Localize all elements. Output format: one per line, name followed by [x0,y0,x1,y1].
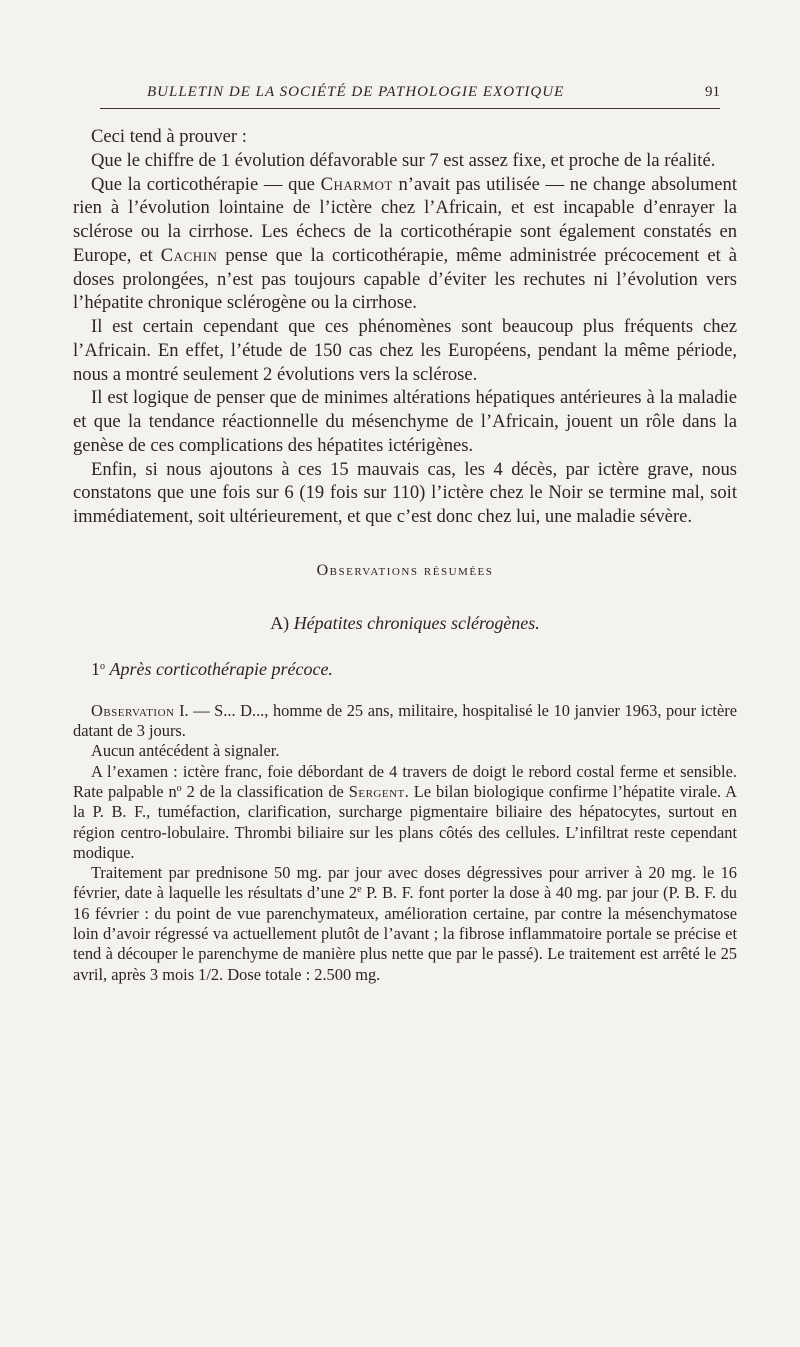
ordinal-superscript: o [100,660,105,672]
paragraph-text: pense que la corticothérapie, même administrée précocement et à doses prolongées, n’est pas toujours capable d’éviter les rechutes ni l’évolution vers l’hépatite chronique sclérogène ou la cirrhose. [73,244,737,314]
subsubsection-title: Après corticothérapie précoce. [109,658,333,679]
paragraph [73,863,737,985]
paragraph [73,701,737,742]
paragraph-text: Ceci tend à prouver : [91,126,247,147]
paragraph-text: Que le chiffre de 1 évolution défavorable sur 7 est assez fixe, et proche de la réalité. [91,149,716,171]
subsubsection-number: 1 [91,658,100,679]
author-name: Charmot [320,173,393,195]
paragraph-text: . Le bilan biologique confirme l’hépatite virale. A la P. B. F., tuméfaction, clarification, surcharge pigmentaire biliaire des hépatocytes, surtout en région centro-lobulaire. Thrombi biliaire sur les plans côtés des cellules. L’infiltrat reste cependant modique. [73,781,738,862]
discussion-section [73,125,737,529]
paragraph [73,173,737,316]
page-number: 91 [705,84,720,100]
paragraph-text: 2 de la classification de [181,781,349,801]
paragraph-text: Enfin, si nous ajoutons à ces 15 mauvais cas, les 4 décès, par ictère grave, nous constatons que une fois sur 6 (19 fois sur 110) l’ictère chez le Noir se termine mal, soit immédiatement, soit ultérieurement, et que c’est donc chez lui, une maladie sévère. [73,458,737,527]
paragraph-text: Traitement par prednisone 50 mg. par jour avec doses dégressives pour arriver à 20 mg. le 16 février, date à laquelle les résultats d’une 2 [73,863,737,903]
paragraph-text: A l’examen : ictère franc, foie débordant de 4 travers de doigt le rebord costal ferme et sensible. Rate palpable n [73,761,737,801]
subsubsection-heading [91,659,737,687]
subsection-letter: A) [270,612,290,633]
paragraph-text: Que la corticothérapie — que [91,173,321,195]
paragraph [73,125,737,149]
journal-title: BULLETIN DE LA SOCIÉTÉ DE PATHOLOGIE EXOTIQUE [147,84,565,100]
observation-case [73,701,737,985]
ordinal-superscript: e [357,884,362,896]
ordinal-superscript: o [176,782,182,794]
body-text [73,125,737,985]
author-name: Sergent [348,781,405,801]
paragraph [73,762,737,863]
paragraph-text: P. B. F. font porter la dose à 40 mg. par jour (P. B. F. du 16 février : du point de vue parenchymateux, amélioration certaine, par contre la mésenchymatose loin d’avoir régressé va actuellement plutôt de l’avant ; la fibrose inflammatoire portale se précise et tend à découper le parenchyme de manière plus nette que par le passé). Le traitement est arrêté le 25 avril, après 3 mois 1/2. Dose totale : 2.500 mg. [73,883,738,984]
observation-label: Observation [91,700,175,720]
paragraph [73,386,737,457]
section-heading: Observations résumées [316,561,494,579]
subsection-heading [73,613,737,639]
header-rule [100,108,720,109]
paragraph-text: n’avait pas utilisée — ne change absolument rien à l’évolution lointaine de l’ictère chez l’Africain, et est incapable d’enrayer la sclérose ou la cirrhose. Les échecs de la corticothérapie sont également constatés en Europe, et [73,173,737,266]
paragraph-text: I. — S... D..., homme de 25 ans, militaire, hospitalisé le 10 janvier 1963, pour ictère datant de 3 jours. [73,700,737,741]
paragraph [73,741,737,761]
paragraph-text: Il est certain cependant que ces phénomènes sont beaucoup plus fréquents chez l’Africain. En effet, l’étude de 150 cas chez les Européens, pendant la même période, nous a montré seulement 2 évolutions vers la sclérose. [73,316,737,385]
paragraph-text: Aucun antécédent à signaler. [91,741,280,761]
paragraph [73,315,737,386]
subsection-title: Hépatites chroniques sclérogènes. [293,612,540,633]
paragraph [73,458,737,529]
paragraph-text: Il est logique de penser que de minimes altérations hépatiques antérieures à la maladie et que la tendance réactionnelle du mésenchyme de l’Africain, jouent un rôle dans la genèse de ces complications des hépatites ictérigènes. [73,387,737,456]
paragraph [73,149,737,173]
author-name: Cachin [160,244,218,266]
